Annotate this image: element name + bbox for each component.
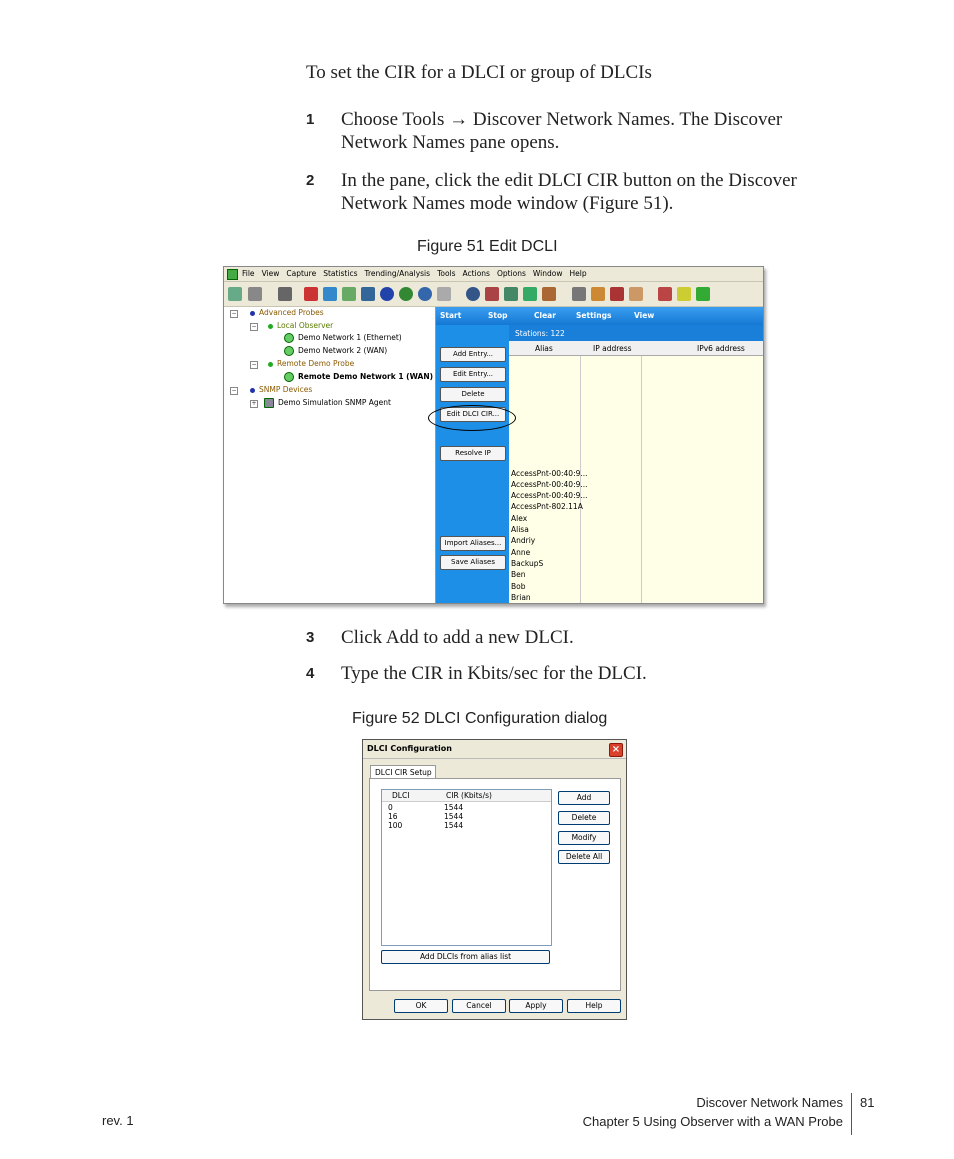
toolbar-icon[interactable] [361,287,375,301]
apply-button[interactable]: Apply [509,999,563,1013]
toolbar-icon[interactable] [228,287,242,301]
tab-panel [369,778,621,991]
step-number: 3 [306,629,315,646]
figure-51-screenshot [223,266,764,604]
footer-revision: rev. 1 [102,1113,134,1128]
filter-icon[interactable] [677,287,691,301]
column-ipv6[interactable]: IPv6 address [697,344,745,353]
grid-row[interactable]: AccessPnt-802.11A [511,502,583,511]
toolbar-icon[interactable] [523,287,537,301]
step-number: 1 [306,111,315,128]
collapse-icon[interactable]: − [251,361,257,368]
grid-row[interactable]: AccessPnt-00:40:9... [511,480,588,489]
server-icon [264,398,274,408]
menu-bar [224,267,763,282]
dialog-title: DLCI Configuration [367,744,452,753]
pane-toolbar [436,307,763,325]
network-icon [284,372,294,382]
step-text: In the pane, click the edit DLCI CIR button on the Discover Network Names mode window (Figure 51). [341,170,797,214]
help-button[interactable]: Help [567,999,621,1013]
menu-window[interactable]: Window [532,269,563,278]
grid-row[interactable]: Alisa [511,525,529,534]
collapse-icon[interactable]: − [231,387,237,394]
list-item[interactable]: 16 1544 [388,812,464,821]
toolbar-icon[interactable] [304,287,318,301]
add-entry-button[interactable]: Add Entry... [440,347,506,362]
grid-row[interactable]: AccessPnt-00:40:9... [511,469,588,478]
menu-tools[interactable]: Tools [437,269,456,278]
grid-row[interactable]: Brian [511,593,531,602]
toolbar-icon[interactable] [658,287,672,301]
footer-chapter: Chapter 5 Using Observer with a WAN Probe [582,1114,843,1129]
column-cir[interactable]: CIR (Kbits/s) [446,791,492,800]
close-icon[interactable]: × [609,743,623,757]
network-icon [284,346,294,356]
tree-snmp-devices[interactable]: SNMP Devices [250,385,312,395]
list-item[interactable]: 0 1544 [388,803,464,812]
delete-button[interactable]: Delete [440,387,506,402]
tree-demo-network-1[interactable]: Demo Network 1 (Ethernet) [284,333,402,343]
add-button[interactable]: Add [558,791,610,805]
grid-row[interactable]: Anne [511,548,531,557]
grid-row[interactable]: Andriy [511,536,536,545]
footer-section: Discover Network Names [696,1095,843,1110]
discover-names-pane [436,307,763,603]
menu-help[interactable]: Help [569,269,587,278]
probe-dot-icon [250,311,255,316]
observer-dot-icon [268,324,273,329]
figure-51-caption: Figure 51 Edit DCLI [417,238,558,255]
dlci-configuration-dialog [362,739,627,1020]
menu-file[interactable]: File [242,269,255,278]
footer-page-number: 81 [860,1095,875,1110]
modify-button[interactable]: Modify [558,831,610,845]
menu-capture[interactable]: Capture [286,269,317,278]
stop-button[interactable]: Stop [488,311,508,320]
tab-dlci-cir-setup[interactable]: DLCI CIR Setup [370,765,436,779]
column-ip[interactable]: IP address [593,344,632,353]
menu-view[interactable]: View [261,269,280,278]
toolbar-icon[interactable] [629,287,643,301]
start-button[interactable]: Start [440,311,462,320]
toolbar-icon[interactable] [437,287,451,301]
view-button[interactable]: View [634,311,655,320]
tree-remote-demo-network[interactable]: Remote Demo Network 1 (WAN) [284,372,433,382]
grid-row[interactable]: Ben [511,570,526,579]
edit-entry-button[interactable]: Edit Entry... [440,367,506,382]
grid-row[interactable]: BackupS [511,559,544,568]
toolbar-icon[interactable] [610,287,624,301]
toolbar-icon[interactable] [504,287,518,301]
delete-all-button[interactable]: Delete All [558,850,610,864]
step-text: Click Add to add a new DLCI. [341,627,574,648]
clear-button[interactable]: Clear [534,311,556,320]
dlci-list[interactable] [381,789,552,946]
stations-grid [509,341,763,603]
step-text: Choose Tools → Discover Network Names. The Discover Network Names pane opens. [341,109,783,153]
ok-button[interactable]: OK [394,999,448,1013]
toolbar-icon[interactable] [323,287,337,301]
tree-snmp-agent[interactable]: Demo Simulation SNMP Agent [264,398,391,408]
toolbar-icon[interactable] [466,287,480,301]
grid-header [509,341,763,356]
probe-dot-icon [268,362,273,367]
network-icon [284,333,294,343]
menu-options[interactable]: Options [496,269,526,278]
column-dlci[interactable]: DLCI [392,791,410,800]
toolbar-icon[interactable] [572,287,586,301]
menu-trending[interactable]: Trending/Analysis [364,269,431,278]
expand-icon[interactable]: + [251,400,257,407]
list-header [382,790,551,802]
tree-remote-demo-probe[interactable]: Remote Demo Probe [268,359,354,369]
resolve-ip-button[interactable]: Resolve IP [440,446,506,461]
intro-text: To set the CIR for a DLCI or group of DLCIs [306,62,652,83]
grid-row[interactable]: Bob [511,582,526,591]
toolbar-icon[interactable] [380,287,394,301]
menu-statistics[interactable]: Statistics [323,269,358,278]
tree-demo-network-2[interactable]: Demo Network 2 (WAN) [284,346,387,356]
highlight-oval [428,405,516,431]
footer-divider [851,1093,852,1135]
stations-count: Stations: 122 [509,325,763,341]
app-icon [227,269,238,280]
settings-button[interactable]: Settings [576,311,612,320]
toolbar-icon[interactable] [278,287,292,301]
cancel-button[interactable]: Cancel [452,999,506,1013]
tree-advanced-probes[interactable]: Advanced Probes [250,308,324,318]
dialog-title-bar [363,740,626,759]
list-item[interactable]: 100 1544 [388,821,464,830]
toolbar-icon[interactable] [248,287,262,301]
snmp-dot-icon [250,388,255,393]
menu-actions[interactable]: Actions [462,269,490,278]
toolbar-icon[interactable] [591,287,605,301]
tree-local-observer[interactable]: Local Observer [268,321,333,331]
toolbar-icon[interactable] [418,287,432,301]
toolbar [224,282,763,307]
toolbar-icon[interactable] [399,287,413,301]
step-number: 2 [306,172,315,189]
probe-tree [224,307,436,603]
toolbar-icon[interactable] [542,287,556,301]
save-aliases-button[interactable]: Save Aliases [440,555,506,570]
delete-button[interactable]: Delete [558,811,610,825]
collapse-icon[interactable]: − [251,323,257,330]
step-text: Type the CIR in Kbits/sec for the DLCI. [341,663,647,684]
toolbar-icon[interactable] [485,287,499,301]
column-alias[interactable]: Alias [535,344,553,353]
import-aliases-button[interactable]: Import Aliases... [440,536,506,551]
step-number: 4 [306,665,315,682]
grid-row[interactable]: Alex [511,514,528,523]
collapse-icon[interactable]: − [231,310,237,317]
grid-row[interactable]: AccessPnt-00:40:9... [511,491,588,500]
toolbar-icon[interactable] [696,287,710,301]
figure-52-caption: Figure 52 DLCI Configuration dialog [352,710,608,727]
add-dlcis-from-alias-button[interactable]: Add DLCIs from alias list [381,950,550,964]
toolbar-icon[interactable] [342,287,356,301]
edit-dlci-cir-button[interactable]: Edit DLCI CIR... [440,407,506,422]
